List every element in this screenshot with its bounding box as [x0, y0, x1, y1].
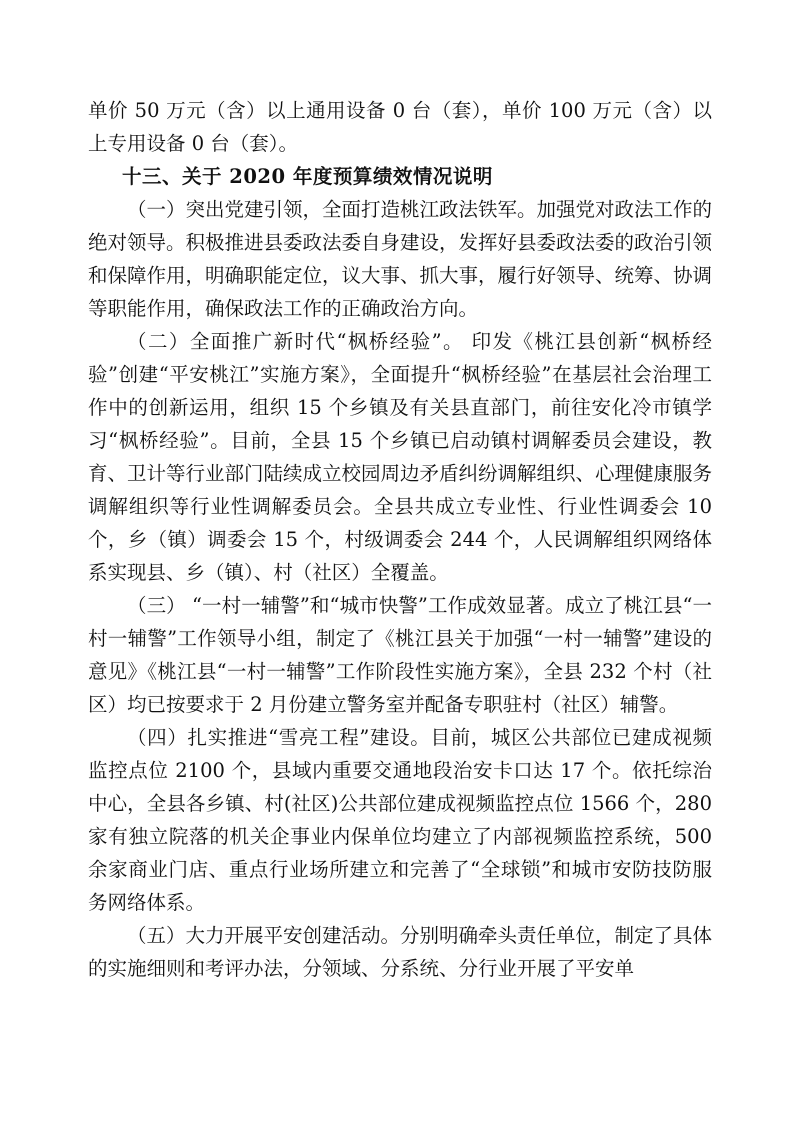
paragraph-xueliang-project: （四）扎实推进“雪亮工程”建设。目前，城区公共部位已建成视频监控点位 2100 个，县域内重要交通地段治安卡口达 17 个。依托综治中心，全县各乡镇、村(社区)公共部位建成视频监控点位 1566 个，280 家有独立院落的机关企事业内保单位均建立了内部视频监控系统，500 余家商业门店、重点行业场所建立和完善了“全球锁”和城市安防技防服务网络体系。	[88, 726, 712, 914]
paragraph-party-leadership: （一）突出党建引领，全面打造桃江政法铁军。加强党对政法工作的绝对领导。积极推进县委政法委自身建设，发挥好县委政法委的政治引领和保障作用，明确职能定位，议大事、抓大事，履行好领导、统筹、协调等职能作用，确保政法工作的正确政治方向。	[88, 198, 713, 320]
paragraph-village-auxiliary-police: （三） “一村一辅警”和“城市快警”工作成效显著。成立了桃江县“一村一辅警”工作领导小组，制定了《桃江县关于加强“一村一辅警”建设的意见》《桃江县“一村一辅警”工作阶段性实施方案》，全县 232 个村（社区）均已按要求于 2 月份建立警务室并配备专职驻村（社区）辅警。	[88, 594, 712, 716]
paragraph-fengqiao-experience: （二）全面推广新时代“枫桥经验”。 印发《桃江县创新“枫桥经验”创建“平安桃江”实施方案》，全面提升“枫桥经验”在基层社会治理工作中的创新运用，组织 15 个乡镇及有关县直部门，前往安化冷市镇学习“枫桥经验”。目前，全县 15 个乡镇已启动镇村调解委员会建设，教育、卫计等行业部门陆续成立校园周边矛盾纠纷调解组织、心理健康服务调解组织等行业性调解委员会。全县共成立专业性、行业性调委会 10 个，乡（镇）调委会 15 个，村级调委会 244 个，人民调解组织网络体系实现县、乡（镇）、村（社区）全覆盖。	[88, 330, 713, 584]
continuation-paragraph: 单价 50 万元（含）以上通用设备 0 台（套），单价 100 万元（含）以上专用设备 0 台（套）。	[88, 99, 712, 155]
paragraph-safety-campaign: （五）大力开展平安创建活动。分别明确牵头责任单位，制定了具体的实施细则和考评办法，分领域、分系统、分行业开展了平安单	[88, 924, 713, 980]
document-page	[88, 94, 712, 985]
section-heading-13: 十三、关于 2020 年度预算绩效情况说明	[122, 165, 493, 188]
